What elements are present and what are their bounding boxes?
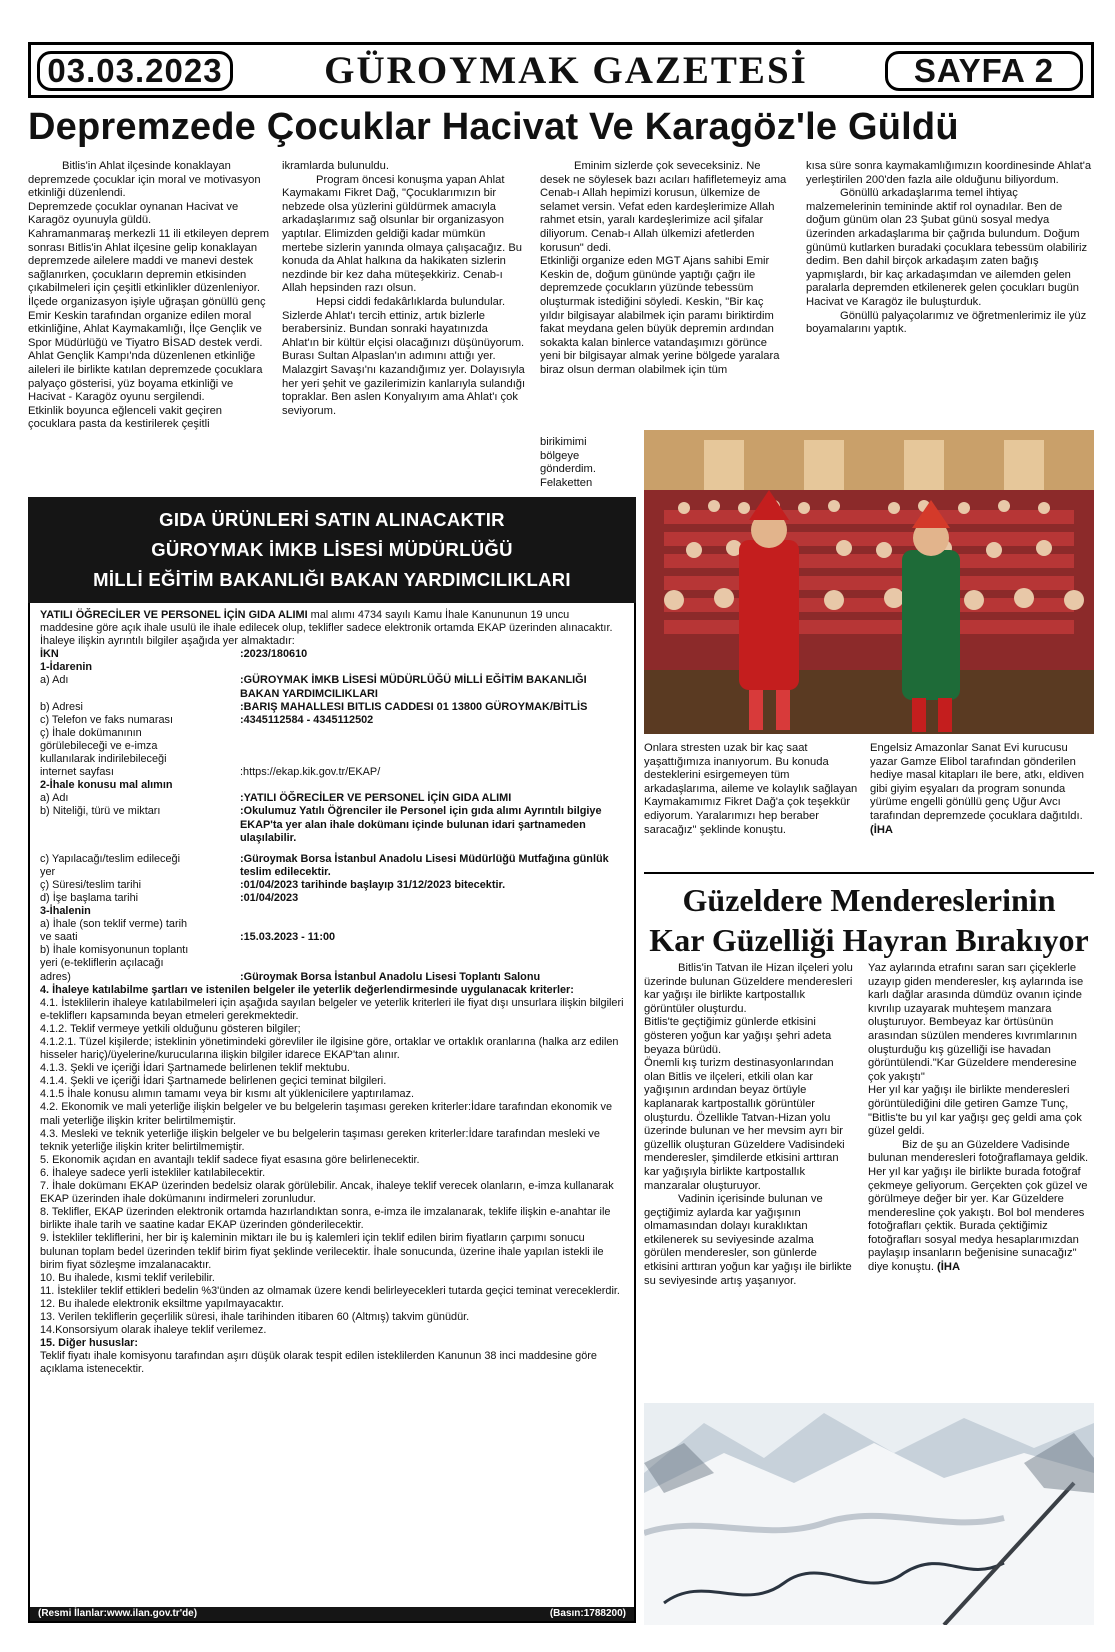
tender-row: b) Niteliği, türü ve miktarı :Okulumuz Yatılı Öğrenciler ile Personel için gıda alımı Ayrıntılı bilgiye EKAP'ta yer alan ihale dokümanı içinde bulunan idari şartnameden ulaşılabilir. [40,805,602,844]
tender-row: c) Telefon ve faks numarası :4345112584 - 4345112502 [40,713,374,726]
paragraph: Bitlis'in Tatvan ile Hizan ilçeleri yolu üzerinde bulunan Güzeldere menderesleri kar yağışı ile birlikte kartpostallık görüntüler oluşturdu. [644,962,853,1015]
tender-items-list [40,984,624,1377]
page-number: SAYFA 2 [885,51,1083,91]
tender-item: 4.1. İsteklilerin ihaleye katılabilmeleri için aşağıda sayılan belgeler ve yeterlik kriterleri ile fiyat dışı unsurlara ilişkin bilgileri e-tekliflerı kapsamında beyan etmeleri gerekmektedir. [40,996,624,1022]
headline-line: Güzeldere Mendereslerinin [682,882,1056,918]
tender-row: ç) Süresi/teslim tarihi :01/04/2023 tarihinde başlayıp 31/12/2023 bitecektir. [40,878,506,891]
article2-column-1 [644,962,854,1288]
paragraph: Engelsiz Amazonlar Sanat Evi kurucusu yazar Gamze Elibol tarafından gönderilen hediye masal kitapları ile bere, atkı, eldiven gibi giyim eşyaları da program sonunda yürüme engelli gönüllü genç Uğur Avcı tarafından depremzede çocuklara dağıtıldı. (İHA [870,742,1084,836]
snowy-valley-photo [644,1403,1094,1625]
article-headline: Depremzede Çocuklar Hacivat Ve Karagöz'le Güldü [28,106,959,148]
tender-section: 2-İhale konusu mal alımın [40,779,173,792]
tender-item: Teklif fiyatı ihale komisyonu tarafından aşırı düşük olarak tespit edilen isteklilerden Kanunun 38 inci maddesine göre açıklama istenecektir. [40,1350,597,1376]
tender-row: b) İhale komisyonunun toplantı yeri (e-tekliflerin açılacağı adres) :Güroymak Borsa İstanbul Anadolu Lisesi Toplantı Salonu [40,944,541,983]
photo-caption-right [870,742,1094,837]
masthead-bar [28,42,1094,98]
article-column-1 [28,160,270,432]
paragraph: Yaz aylarında etrafını saran sarı çiçeklerle uzayıp giden menderesler, kış aylarında ise karlı dağlar arasında dümdüz ovanın içinde kıvrılıp uzayarak muhteşem manzara oluşturuyor. Bembeyaz kar örtüsünün arasından süzülen menderes kıvrımlarının oluşturduğu kış güzelliği ise havadan görüntülendi."Kar Güzeldere menderesine çok yakıştı" [868,962,1084,1083]
tender-item: 7. İhale dokümanı EKAP üzerinden bedelsiz olarak görülebilir. Ancak, ihaleye teklif verecek olanların, e-imza kullanarak EKAP üzerinden ihale dokümanını indirmeleri zorunludur. [40,1180,614,1206]
headline-line: Kar Güzelliği Hayran Bırakıyor [649,922,1089,958]
tender-heading-block [28,497,636,603]
theater-illustration [644,430,1094,734]
tender-footer [30,1607,634,1621]
tender-section: 3-İhalenin [40,905,91,918]
tender-item: 4.2. Ekonomik ve mali yeterliğe ilişkin belgeler ve bu belgelerin taşıması gereken kriterler:İdare tarafından ekonomik ve mali yeterliğe ilişkin kriter belirtilmemiştir. [40,1101,613,1127]
tender-item: 10. Bu ihalede, kısmi teklif verilebilir. [40,1271,215,1284]
issue-date: 03.03.2023 [37,51,233,91]
paragraph: Etkinlik boyunca eğlenceli vakit geçiren çocuklara pasta da kestirilerek çeşitli [28,404,223,431]
tender-notice-body [28,603,636,1623]
tender-intro: YATILI ÖĞRECİLER VE PERSONEL İÇİN GIDA ALIMI mal alımı 4734 sayılı Kamu İhale Kanununun 19 uncu maddesine göre açık ihale usulü ile ihale edilecek olup, teklifler sadece elektronik ortamda EKAP üzerinden alınacaktır. [40,609,613,635]
paragraph: Her yıl kar yağışı ile birlikte menderesleri görüntülediğini dile getiren Gamze Tunç, "Bitlis'te bu yıl kar yağışı geç geldi ama çok güzel geldi. [868,1084,1082,1138]
newspaper-title: GÜROYMAK GAZETESİ [324,49,808,92]
tender-row: b) Adresi :BARIŞ MAHALLESI BITLIS CADDESI 01 13800 GÜROYMAK/BİTLİS [40,700,588,713]
tender-item: 4.1.4. Şekli ve içeriği İdari Şartnamede belirlenen geçici teminat bilgileri. [40,1075,387,1088]
tender-item: 13. Verilen tekliflerin geçerlilik süresi, ihale tarihinden itibaren 60 (Altmış) takvim günüdür. [40,1310,470,1323]
tender-intro-line: İhaleye ilişkin ayrıntılı bilgiler aşağıda yer almaktadır: [40,635,295,648]
tender-item: 11. İstekliler teklif ettikleri bedelin %3'ünden az olmamak üzere kendi belirleyecekleri tutarda geçici teminat vereceklerdir. [40,1284,620,1297]
paragraph: Biz de şu an Güzeldere Vadisinde bulunan menderesleri fotoğraflamaya geldik. Her yıl kar yağışı ile birlikte burada fotoğraf çekmeye geliyorum. Gerçekten çok güzel ve görülmeye değer bir yer. Kar Güzeldere menderesline çok yakıştı. Bol bol menderes fotoğrafları çektik. Burada çektiğimiz fotoğrafları sosyal medya hesaplarımızdan paylaşıp insanların beğenisine sunacağız" diye konuştu. (İHA [868,1138,1089,1274]
tender-item: 5. Ekonomik açıdan en avantajlı teklif sadece fiyat esasına göre belirlenecektir. [40,1153,420,1166]
agency-credit: (İHA [937,1261,961,1274]
tender-footer-source: (Resmi İlanlar:www.ilan.gov.tr'de) [38,1608,198,1619]
article-column-4 [806,160,1094,337]
paragraph: Önemli kış turizm destinasyonlarından olan Bitlis ve ilçeleri, etkili olan kar yağışının ardından beyaz örtüyle kaplanarak kartpostallık görüntüler oluşturdu. Özellikle Tatvan-Hizan yolu üzerinde bulunan ve her mevsim ayrı bir güzellik oluşturan Güzeldere Vadisindeki menderesler, şimdilerde etkisini arttıran kar yağışıyla birlikte kartpostallık manzaralar oluşturuyor. [644,1057,845,1192]
tender-item: 4.3. Mesleki ve teknik yeterliğe ilişkin belgeler ve bu belgelerin taşıması gereken kriterler:İdare tarafından mesleki ve teknik yeterliğe ilişkin kriter belirtilmemiştir. [40,1127,600,1153]
tender-row: a) Adı :YATILI ÖĞRECİLER VE PERSONEL İÇİN GIDA ALIMI [40,792,512,805]
paragraph: Hepsi ciddi fedakârlıklarda bulundular. Sizlerde Ahlat'ı tercih ettiniz, artık bizlerle berabersiniz. Bundan sonraki hayatınızda Ahlat'ın bir kültür elçisi olacağınızı düşünüyorum. Burası Sultan Alpaslan'ın adımını attığı yer. Malazgirt Savaşı'nı kazandığımız yer. Dolayısıyla her yeri şehit ve gazilerimizin kanlarıyla sulandığı topraklar. Ben aslen Konyalıyım ama Ahlat'ı çok seviyorum. [282,295,526,417]
tender-row: ç) İhale dokümanının görülebileceği ve e-imza kullanılarak indirilebileceği internet sayfası :https://ekap.kik.gov.tr/EKAP/ [40,726,381,779]
tender-row: a) İhale (son teklif verme) tarih ve saati :15.03.2023 - 11:00 [40,918,336,944]
article-column-2 [282,160,526,418]
tender-heading-line: GIDA ÜRÜNLERİ SATIN ALINACAKTIR [159,509,505,530]
photo-caption-left [644,742,858,837]
tender-item: 4. İhaleye katılabilme şartları ve istenilen belgeler ile yeterlik değerlendirmesinde uygulanacak kriterler: [40,983,574,996]
paragraph: Eminim sizlerde çok seveceksiniz. Ne desek ne söylesek bazı acıları hafifletemeyiz ama Cenab-ı Allah hepimizi korusun, ülkemize de selamet versin. Vefat eden kardeşlerimize Allah rahmet etsin, yaralı kardeşlerimize acil şifalar diliyorum. Cenab-ı Allah ülkemizi afetlerden korusun" dedi. [540,160,787,254]
paragraph: Bitlis'in Ahlat ilçesinde konaklayan depremzede çocuklar için moral ve motivasyon etkinliği düzenlendi. [28,160,261,200]
paragraph: Bitlis'te geçtiğimiz günlerde etkisini gösteren yoğun kar yağışı şehri adeta beyaza bürüdü. [644,1016,832,1056]
paragraph: kısa süre sonra kaymakamlığımızın koordinesinde Ahlat'a yerleştirilen 200'den fazla aile olduğunu biliyordum. [806,160,1092,186]
agency-credit: (İHA [870,823,893,836]
paragraph: Depremzede çocuklar oynanan Hacivat ve Karagöz oyunuyla güldü. [28,200,239,227]
paragraph: Gönüllü palyaçolarımız ve öğretmenlerimiz ile yüz boyamalarını yaptık. [806,309,1087,336]
snowy-valley-illustration [644,1403,1094,1625]
tender-heading-line: MİLLİ EĞİTİM BAKANLIĞI BAKAN YARDIMCILIKLARI [93,569,571,590]
paragraph: Kahramanmaraş merkezli 11 ili etkileyen deprem sonrası Bitlis'in Ahlat ilçesine gelip konaklayan depremzede ailelere maddi ve manevi destek sağlanırken, çocukların depremin etkisinden çıkabilmeleri için çeşitli etkinlikler düzenleniyor. İlçede organizasyon işiyle uğraşan gönüllü genç Emir Keskin tarafından organize edilen moral etkinliğine, Ahlat Kaymakamlığı, İlçe Gençlik ve Spor Müdürlüğü ve Tiyatro BİSAD destek verdi. Ahlat Gençlik Kampı'nda düzenlenen etkinliğe aileleri ile birlikte katılan depremzede çocuklara palyaço gösterisi, yüz boyama etkinliği ve Hacivat - Karagöz oyunu sergilendi. [28,227,270,404]
article-column-3-tail [540,436,604,490]
tender-item: 9. İstekliler tekliflerini, her bir iş kaleminin miktarı ile bu iş kalemleri için teklif edilen birim fiyatların çarpımı sonucu bulunan toplam bedel üzerinden teklif birim fiyat şeklinde verilecektir. İhale sonucunda, üzerine ihale yapılan istekli ile birim fiyat sözleşme imzalanacaktır. [40,1232,604,1271]
paragraph: Vadinin içerisinde bulunan ve geçtiğimiz aylarda kar yağışının olmamasından dolayı kuraklıktan etkilenerek su seviyesinde azalma görülen menderesler, son günlerde etkisini arttıran yoğun kar yağışı ile birlikte su seviyesinde artış yaşanıyor. [644,1193,852,1287]
tender-section: 1-İdarenin [40,661,93,674]
tender-item: 8. Teklifler, EKAP üzerinden elektronik ortamda hazırlandıktan sonra, e-imza ile imzalanarak, teklife ilişkin e-anahtar ile birlikte ihale tarih ve saatine kadar EKAP üzerinden gönderilecektir. [40,1206,611,1232]
tender-footer-press-id: (Basın:1788200) [549,1608,626,1619]
theater-photo [644,430,1094,734]
tender-item: 12. Bu ihalede elektronik eksiltme yapılmayacaktır. [40,1297,284,1310]
tender-item: 15. Diğer hususlar: [40,1337,139,1350]
tender-item: 6. İhaleye sadece yerli istekliler katılabilecektir. [40,1166,266,1179]
section-divider [644,872,1094,874]
tender-row: İKN :2023/180610 [40,648,308,661]
tender-heading-line: GÜROYMAK İMKB LİSESİ MÜDÜRLÜĞÜ [151,539,513,560]
paragraph: ikramlarda bulunuldu. [282,160,389,172]
paragraph: Gönüllü arkadaşlarıma temel ihtiyaç malzemelerinin temininde aktif rol oynadılar. Ben de doğum günüm olan 23 Şubat günü sosyal medya üzerinden arkadaşlarıma bir çağrıda bulundum. Doğum günümü kutlarken buradaki çocuklara tebessüm olabiliriz dedim. Ben dahil birçok arkadaşım zaten bağış yapmışlardı, bir kaç arkadaşımdan ve ailemden gelen paralarla depremden etkilenerek gelen çocukları bugün Hacivat ve Karagöz ile buluşturduk. [806,187,1088,308]
tender-item: 4.1.2.1. Tüzel kişilerde; isteklinin yönetimindeki görevliler ile ilgisine göre, ortaklar ve ortaklık oranlarına (halka arz edilen hisseler hariç)/üyelerine/kurucularına ilişkin bilgiler idarece EKAP'tan alınır. [40,1036,619,1062]
tender-item: 14.Konsorsiyum olarak ihaleye teklif verilemez. [40,1324,267,1337]
paragraph: birikimimi bölgeye gönderdim. Felaketten [540,436,596,489]
tender-row: c) Yapılacağı/teslim edileceği yer :Güroymak Borsa İstanbul Anadolu Lisesi Müdürlüğü Mutfağına günlük teslim edilecektir. [40,852,609,878]
tender-row: a) Adı :GÜROYMAK İMKB LİSESİ MÜDÜRLÜĞÜ MİLLİ EĞİTİM BAKANLIĞI BAKAN YARDIMCILIKLARI [40,674,587,700]
article-headline-2 [644,880,1094,960]
tender-row: d) İşe başlama tarihi :01/04/2023 [40,891,299,904]
paragraph: Etkinliği organize eden MGT Ajans sahibi Emir Keskin de, doğum gününde yaptığı çağrı ile depremzede çocukların yüzünde tebessüm oluşturmak istediğini söyledi. Keskin, "Bir kaç yıldır bilgisayar alabilmek için paramı biriktirdim fakat meydana gelen büyük depremin ardından sokakta kalan binlerce vatandaşımızı görünce yeni bir bilgisayar almak yerine bölgede yaralara biraz olsun derman olabilmek için tüm [540,255,780,376]
tender-item: 4.1.5 İhale konusu alımın tamamı veya bir kısmı alt yüklenicilere yaptırılamaz. [40,1088,415,1101]
paragraph: Program öncesi konuşma yapan Ahlat Kaymakamı Fikret Dağ, "Çocuklarımızın bir nebzede olsa yüzlerini güldürmek amacıyla arkadaşlarımız sağ olsunlar bir organizasyon yaptılar. Elimizden geldiği kadar mümkün mertebe sizlerin yanında olmaya çalışacağız. Bu konuda da Ahlat halkına da hakikaten sizlerin nezdinde bir kez daha müteşekkiriz. Cenab-ı Allah hepsinden razı olsun. [282,173,523,295]
article-column-3 [540,160,788,378]
paragraph: Onlara stresten uzak bir kaç saat yaşattığımıza inanıyorum. Bu konuda desteklerini esirgemeyen tüm arkadaşlarıma, aileme ve kolaylık sağlayan Kaymakamımız Fikret Dağ'a çok teşekkür ediyorum. Yaralarımızı hep beraber saracağız" şeklinde konuştu. [644,742,858,836]
article2-column-2 [868,962,1094,1275]
tender-item: 4.1.3. Şekli ve içeriği İdari Şartnamede belirlenen teklif mektubu. [40,1062,350,1075]
tender-item: 4.1.2. Teklif vermeye yetkili olduğunu gösteren bilgiler; [40,1022,301,1035]
